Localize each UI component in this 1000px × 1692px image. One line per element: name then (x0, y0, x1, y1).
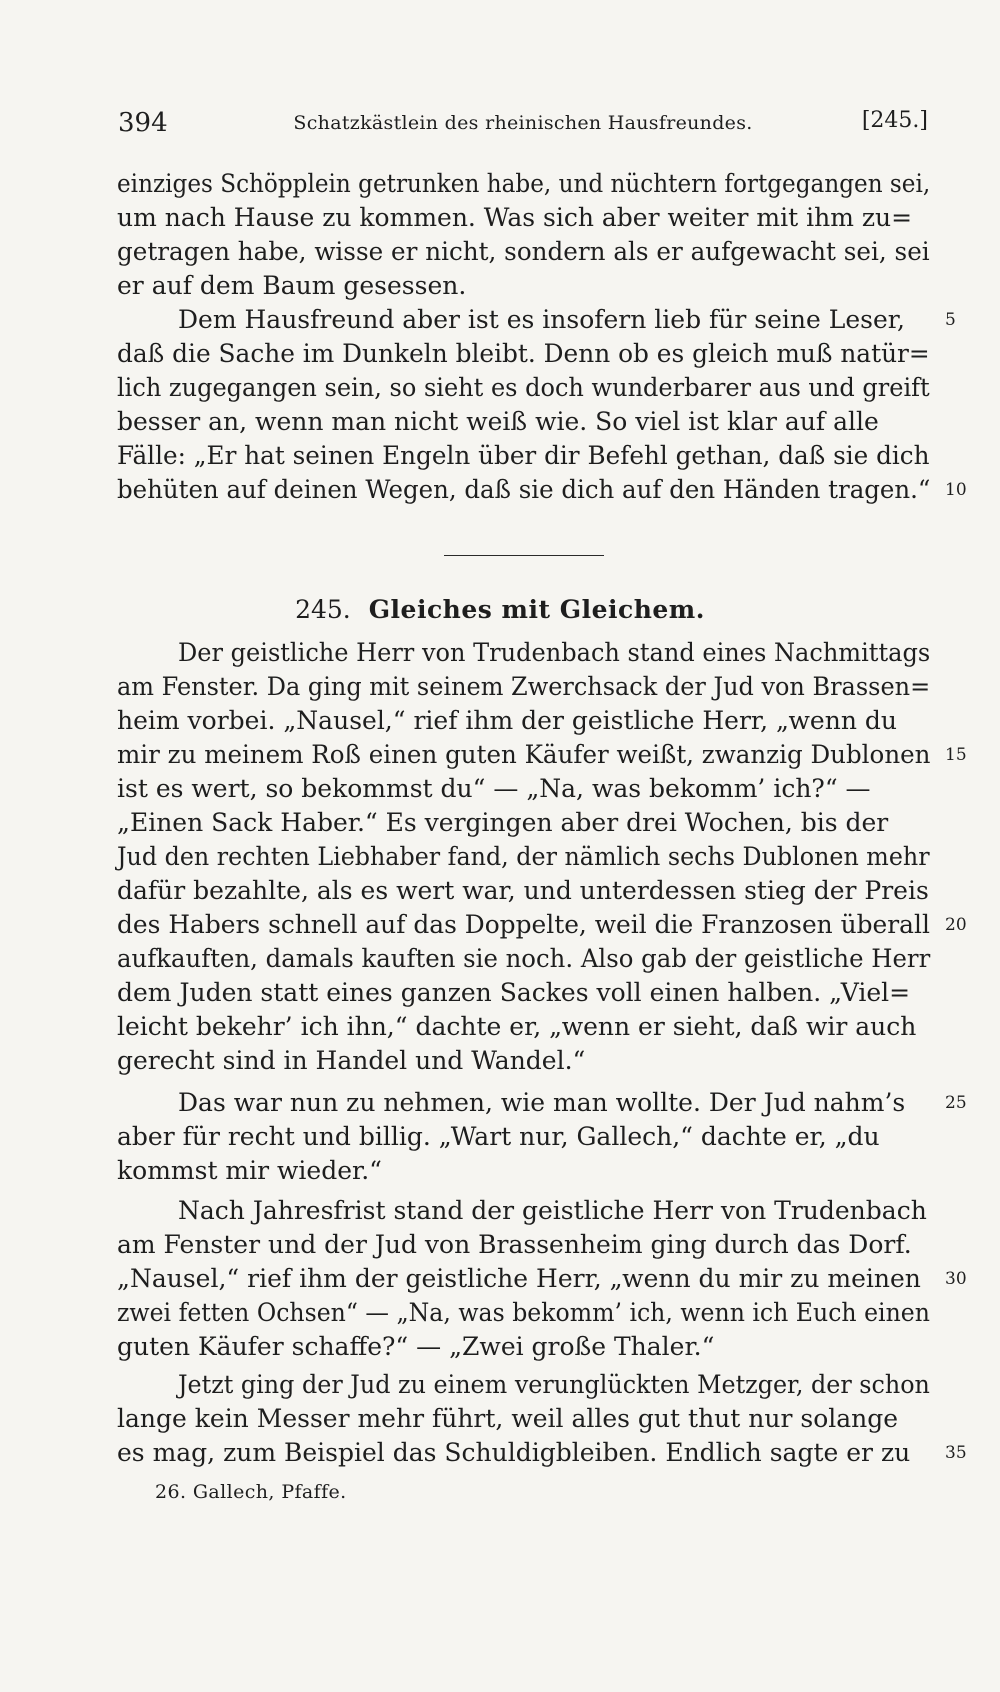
text-line: des Habers schnell auf das Doppelte, weil die Franzosen überall (117, 910, 930, 939)
text-line: er auf dem Baum gesessen. (117, 271, 467, 300)
text-line: dafür bezahlte, als es wert war, und unterdessen stieg der Preis (117, 876, 929, 905)
line-number: 20 (945, 915, 967, 935)
text-line: zwei fetten Ochsen“ — „Na, was bekomm’ ich, wenn ich Euch einen (117, 1298, 930, 1327)
line-number: 10 (945, 480, 967, 500)
text-line: aber für recht und billig. „Wart nur, Gallech,“ dachte er, „du (117, 1122, 880, 1151)
text-line: am Fenster. Da ging mit seinem Zwerchsack der Jud von Brassen= (117, 672, 931, 701)
text-line: um nach Hause zu kommen. Was sich aber weiter mit ihm zu= (117, 203, 913, 232)
line-number: 5 (945, 310, 956, 330)
text-line: Dem Hausfreund aber ist es insofern lieb für seine Leser, (178, 305, 905, 334)
text-line: kommst mir wieder.“ (117, 1156, 382, 1185)
page-header (118, 108, 928, 142)
text-line: heim vorbei. „Nausel,“ rief ihm der geistliche Herr, „wenn du (117, 706, 897, 735)
text-line: lich zugegangen sein, so sieht es doch wunderbarer aus und greift (117, 373, 930, 402)
text-line: lange kein Messer mehr führt, weil alles gut thut nur solange (117, 1404, 899, 1433)
footnote: 26. Gallech, Pfaffe. (155, 1481, 347, 1503)
text-line: gerecht sind in Handel und Wandel.“ (117, 1046, 586, 1075)
text-line: dem Juden statt eines ganzen Sackes voll einen halben. „Viel= (117, 978, 911, 1007)
text-line: daß die Sache im Dunkeln bleibt. Denn ob es gleich muß natür= (117, 339, 930, 368)
text-line: ist es wert, so bekommst du“ — „Na, was bekomm’ ich?“ — (117, 774, 871, 803)
section-heading (0, 593, 1000, 627)
running-title: Schatzkästlein des rheinischen Hausfreundes. (293, 112, 753, 134)
text-line: es mag, zum Beispiel das Schuldigbleiben. Endlich sagte er zu (117, 1438, 911, 1467)
line-number: 15 (945, 745, 967, 765)
page-number: 394 (118, 108, 168, 138)
text-line: getragen habe, wisse er nicht, sondern als er aufgewacht sei, sei (117, 237, 930, 266)
section-reference: [245.] (861, 108, 928, 133)
text-line: „Nausel,“ rief ihm der geistliche Herr, „wenn du mir zu meinen (117, 1264, 921, 1293)
text-line: besser an, wenn man nicht weiß wie. So viel ist klar auf alle (117, 407, 879, 436)
text-line: einziges Schöpplein getrunken habe, und nüchtern fortgegangen sei, (117, 169, 931, 198)
text-line: Der geistliche Herr von Trudenbach stand eines Nachmittags (178, 638, 931, 667)
text-line: Das war nun zu nehmen, wie man wollte. Der Jud nahm’s (178, 1088, 906, 1117)
text-line: guten Käufer schaffe?“ — „Zwei große Thaler.“ (117, 1332, 715, 1361)
text-line: aufkauften, damals kauften sie noch. Also gab der geistliche Herr (117, 944, 931, 973)
section-divider (444, 555, 604, 556)
text-line: Fälle: „Er hat seinen Engeln über dir Befehl gethan, daß sie dich (117, 441, 930, 470)
text-line: leicht bekehr’ ich ihn,“ dachte er, „wenn er sieht, daß wir auch (117, 1012, 917, 1041)
line-number: 25 (945, 1093, 967, 1113)
text-line: mir zu meinem Roß einen guten Käufer weißt, zwanzig Dublonen (117, 740, 931, 769)
text-line: „Einen Sack Haber.“ Es vergingen aber drei Wochen, bis der (117, 808, 889, 837)
text-line: Jetzt ging der Jud zu einem verunglückten Metzger, der schon (178, 1370, 930, 1399)
line-number: 35 (945, 1443, 967, 1463)
text-line: am Fenster und der Jud von Brassenheim ging durch das Dorf. (117, 1230, 912, 1259)
text-line: Nach Jahresfrist stand der geistliche Herr von Trudenbach (178, 1196, 927, 1225)
section-title: Gleiches mit Gleichem. (368, 595, 705, 624)
line-number: 30 (945, 1269, 967, 1289)
section-number: 245. (295, 595, 351, 624)
text-line: behüten auf deinen Wegen, daß sie dich auf den Händen tragen.“ (117, 475, 931, 504)
text-line: Jud den rechten Liebhaber fand, der nämlich sechs Dublonen mehr (117, 842, 930, 871)
